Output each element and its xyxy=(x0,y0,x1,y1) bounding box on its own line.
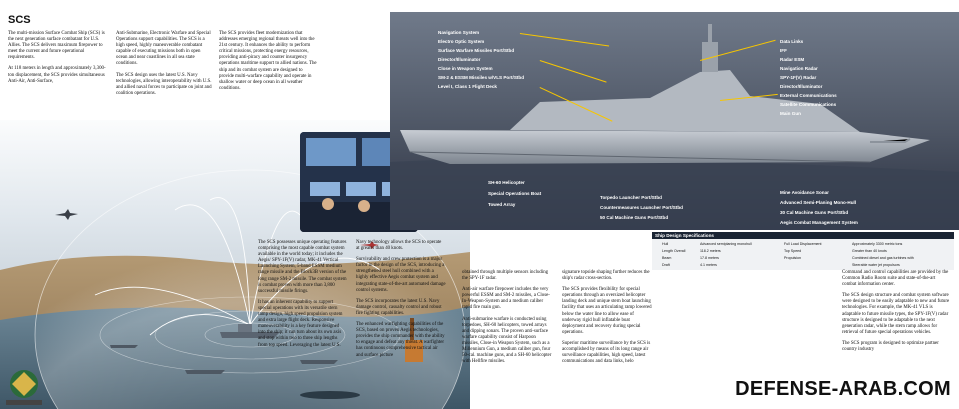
paragraph: The SCS provides flexibility for special operations through an oversized helicopter landing deck and unique stern boat launching facility that uses an articulating ramp lowered below the water line to allow ease of underway rigid hull inflatable boat deployment and recovery during special operations. xyxy=(562,287,652,335)
paragraph: The SCS program is designed to optimize partner country industry xyxy=(842,340,939,353)
spec-value: Approximately 3300 metric tons xyxy=(852,242,903,246)
paragraph: The SCS design structure and combat system software were designed to be easily adaptable to new and future technologies. For example, the MK-41 VLS is adaptable to future missile types, the SPY-1F(V) radar structure is designed to be adaptable to the next generation radar, while the stern ramp allows for retrieval of future special operations vehicles. xyxy=(842,293,950,335)
label-close-in-weapon-system: Close in Weapon System xyxy=(438,66,493,71)
column-8 xyxy=(842,270,950,358)
label-30-cal-machine-guns: 30 Cal Machine Guns Port/Stbd xyxy=(780,210,849,215)
spec-value: 4.1 meters xyxy=(700,263,717,267)
label-sm2-essm-missiles: SM-2 & ESSM Missiles w/VLS Port/Stbd xyxy=(438,75,525,80)
spec-label: Full Load Displacement xyxy=(784,242,822,246)
label-external-communications: External Communications xyxy=(780,93,837,98)
column-3 xyxy=(219,31,317,97)
column-2 xyxy=(116,31,213,102)
ship-specifications-table xyxy=(652,232,954,270)
paragraph: Anti-submarine warfare is conducted using torpedoes, SH-60 helicopters, towed arrays and dipping sonars. The proven anti-surface warfare capability consist of Harpoon missiles, Close-in Weapon System, such as a Millennium Gun, a medium caliber gun, four 50-cal. machine guns, and a SH-60 helicopter with Hellfire missiles. xyxy=(462,316,552,365)
column-7 xyxy=(562,270,654,370)
forum-logo xyxy=(2,366,46,408)
paragraph: It has an inherent capability to support special operations with its versatile stern ramp design, high speed propulsion system and extra large flight deck. Responsive maneuverability is a key feature designed into the ship; it can turn about its own axis and stop within two to three ship lengths from top speed. Leveraging the latest U.S. xyxy=(258,299,343,348)
spec-label: Hull xyxy=(662,242,669,246)
paragraph: The SCS design uses the latest U.S. Navy technologies, allowing interoperability with U.S. and allied naval forces to participate on joint and coalition operations. xyxy=(116,72,212,96)
spec-label: Top Speed xyxy=(784,249,802,253)
paragraph: Command and control capabilities are provided by the Common Radio Room suite and state-of-the-art combat information center. xyxy=(842,270,949,288)
label-director-illuminator-right: Director/Illuminator xyxy=(780,84,823,89)
watermark: DEFENSE-ARAB.COM xyxy=(735,378,951,400)
paragraph: The SCS incorporates the latest U.S. Navy damage control, casualty control and robust fire fighting capabilities. xyxy=(356,298,442,316)
paragraph: The multi-mission Surface Combat Ship (SCS) is the next generation surface combatant for U.S. Allies. The SCS delivers maximum firepower to meet the current and future operational requirements. xyxy=(8,31,105,61)
label-towed-array: Towed Array xyxy=(488,202,516,207)
label-sh60-helicopter: SH-60 Helicopter xyxy=(488,180,525,185)
paragraph: At 118 meters in length and approximately 3,300-ton displacement, the SCS provides simultaneous Anti-Air, Anti-Surface, xyxy=(8,66,106,84)
ship-illustration xyxy=(390,12,959,230)
paragraph: signature topside shaping further reduces the ship's radar cross-section. xyxy=(562,270,650,282)
label-data-links: Data Links xyxy=(780,39,804,44)
spec-value: Advanced semiplaning monohull xyxy=(700,242,752,246)
label-director-illuminator-left: Director/Illuminator xyxy=(438,57,481,62)
spec-value: Steerable water jet propulsors xyxy=(852,263,900,267)
label-countermeasures-launcher: Countermeasures Launcher Port/Stbd xyxy=(600,205,683,210)
specifications-title: Ship Design Specifications xyxy=(652,232,954,239)
label-semi-planing-mono-hull: Advanced Semi-Planing Mono-Hull xyxy=(780,200,857,205)
label-spy-1f-radar: SPY-1F(V) Radar xyxy=(780,75,817,80)
paragraph: The SCS possesses unique operating features comprising the most capable combat system available in the world today; it includes the Aegis/ SPY-1F(V) radar, MK-41 Vertical Launching System, 5-band ESSM medium range missile and the Block3B version of the long range SM-2 missile. The combat system is combat proven with more than 3,800 successful missile firings. xyxy=(258,240,347,294)
ship-diagram-panel xyxy=(390,12,959,230)
spec-label: Draft xyxy=(662,263,670,267)
label-electro-optic-system: Electro Optic System xyxy=(438,39,485,44)
paragraph: Superior maritime surveillance by the SCS is accomplished by means of its long range air surveillance capabilities, high speed, latest communications and data links, helo xyxy=(562,340,651,365)
spec-value: 17.8 meters xyxy=(700,256,719,260)
spec-value: 118.2 meters xyxy=(700,249,721,253)
spec-label: Beam xyxy=(662,256,672,260)
paragraph: Anti-Submarine, Electronic Warfare and Special Operations support capabilities. The SCS is a high speed, highly maneuverable combatant capable of executing missions both in open ocean and near coastlines in all sea state conditions. xyxy=(116,31,211,67)
spec-label: Length Overall xyxy=(662,249,686,253)
paragraph: obtained through multiple sensors including the SPY-1F radar. xyxy=(462,270,549,282)
label-navigation-radar: Navigation Radar xyxy=(780,66,818,71)
label-mine-avoidance-sonar: Mine Avoidance Sonar xyxy=(780,190,829,195)
label-radar-esm: Radar ESM xyxy=(780,57,805,62)
label-navigation-system: Navigation System xyxy=(438,30,480,35)
label-main-gun: Main Gun xyxy=(780,111,801,116)
spec-value: Combined diesel and gas turbines with xyxy=(852,256,914,260)
label-50-cal-machine-guns: 50 Cal Machine Guns Port/Stbd xyxy=(600,215,669,220)
label-aegis-combat-management: Aegis Combat Management System xyxy=(780,220,858,225)
paragraph: The enhanced warfighting capabilities of the SCS, based on proven Aegis technologies, provides the ship commander with the ability to engage and defeat any threat. A warfighter has continuous comprehensive tactical air and surface picture xyxy=(356,322,445,358)
label-satellite-communications: Satellite Communications xyxy=(780,102,837,107)
column-4 xyxy=(258,240,348,354)
intro-column xyxy=(8,31,108,90)
paragraph: Survivability and crew protection is a major factor in the design of the SCS, introducing a strengthened steel hull combined with a highly effective Aegis combat system and integrating state-of-the-art automated damage control systems. xyxy=(356,257,446,293)
label-flight-deck: Level I, Class 1 Flight Deck xyxy=(438,84,497,89)
spec-value: Greater than 40 knots xyxy=(852,249,887,253)
page-title: SCS xyxy=(8,14,31,26)
label-surface-warfare-missiles: Surface Warfare Missiles Port/Stbd xyxy=(438,48,515,53)
label-iff: IFF xyxy=(780,48,787,53)
paragraph: Navy technology allows the SCS to operate at greater than 40 knots. xyxy=(356,240,442,252)
column-5 xyxy=(356,240,446,364)
paragraph: Anti-air warfare firepower includes the very powerful ESSM and SM-2 missiles, a Close-In-Weapon-System and a medium caliber rapid fire main gun. xyxy=(462,287,550,311)
label-special-operations-boat: Special Operations Boat xyxy=(488,191,542,196)
label-torpedo-launcher: Torpedo Launcher Port/Stbd xyxy=(600,195,662,200)
paragraph: The SCS provides fleet modernization that addresses emerging regional threats well into the 21st century. It enhances the ability to perform critical missions, protecting energy resources, providing anti-piracy and counter insurgency operations maritime support to allied nations. The ship and its combat system are designed to provide multi-warfare capability and operate in shallow water or deep ocean in all weather conditions. xyxy=(219,31,317,91)
column-6 xyxy=(462,270,554,370)
spec-label: Propulsion xyxy=(784,256,801,260)
